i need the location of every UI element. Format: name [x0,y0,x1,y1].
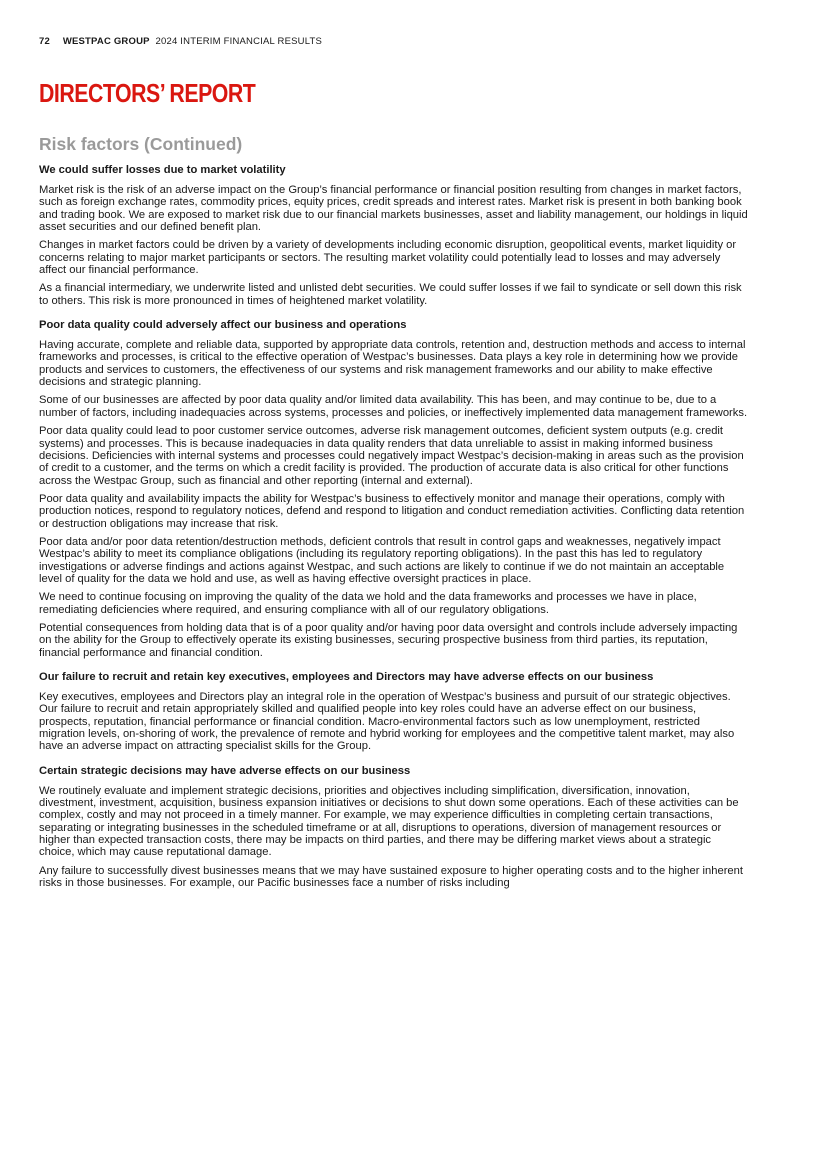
sub-heading: We could suffer losses due to market volatility [39,164,286,176]
sub-heading: Poor data quality could adversely affect our business and operations [39,319,407,332]
risk-section-data-quality [39,319,749,659]
page-number: 72 [39,36,50,47]
paragraph: Poor data quality and availability impacts the ability for Westpac’s business to effectively monitor and manage their operations, comply with production notices, respond to regulatory notices, defend and respond to litigation and conduct remediation activities. Conflicting data retention or destruction obligations may increase that risk. [39,492,745,530]
paragraph: Key executives, employees and Directors play an integral role in the operation of Westpac’s business and pursuit of our strategic objectives. Our failure to recruit and retain appropriately skilled and qualified people into key roles could have an adverse effect on our business, prospects, reputation, financial performance or financial condition. Macro-environmental factors such as low unemployment, restricted migration levels, on-shoring of work, the prevalence of remote and hybrid working for employees and the competitive talent market, may also have an adverse impact on attracting specialist skills for the Group. [39,691,735,753]
body-content [39,134,749,901]
paragraph: Potential consequences from holding data that is of a poor quality and/or having poor data oversight and controls include adversely impacting on the ability for the Group to effectively operate its existing businesses, securing prospective business from third parties, its reputation, financial performance and financial condition. [39,621,738,659]
paragraph: We need to continue focusing on improving the quality of the data we hold and the data frameworks and processes we have in place, remediating deficiencies where required, and ensuring compliance with all of our regulatory obligations. [39,591,697,616]
paragraph: Poor data and/or poor data retention/destruction methods, deficient controls that result in control gaps and weaknesses, negatively impact Westpac’s ability to meet its compliance obligations (including its regulatory reporting obligations). In the past this has led to regulatory investigations or adverse findings and actions against Westpac, and such actions are likely to continue if we do not maintain an acceptable level of quality for the data we hold and use, as well as having effective oversight practices in place. [39,535,725,585]
risk-section-strategic-decisions [39,765,749,890]
risk-section-key-people [39,671,749,753]
paragraph: Changes in market factors could be driven by a variety of developments including economic disruption, geopolitical events, market liquidity or concerns relating to major market participants or sectors. The resulting market volatility could potentially lead to losses and may adversely affect our financial performance. [39,239,737,277]
paragraph: Having accurate, complete and reliable data, supported by appropriate data controls, retention and, destruction methods and access to internal frameworks and processes, is critical to the effective operation of Westpac’s businesses. Data plays a key role in determining how we provide products and services to customers, the effectiveness of our systems and risk management frameworks and our ability to make effective decisions and strategic planning. [39,339,746,389]
paragraph: We routinely evaluate and implement strategic decisions, priorities and objectives including simplification, diversification, innovation, divestment, investment, acquisition, business expansion initiatives or decisions to shut down some operations. Each of these activities can be complex, costly and may not proceed in a timely manner. For example, we may experience difficulties in completing certain transactions, separating or integrating businesses in the scheduled timeframe or at all, disruptions to operations, diversion of management resources or higher than expected transaction costs, there may be impacts on third parties, and there may be differing market views about a strategic choice, which may cause reputational damage. [39,784,739,859]
sub-heading: Our failure to recruit and retain key executives, employees and Directors may have adverse effects on our business [39,671,654,683]
section-title: Risk factors (Continued) [39,134,243,154]
sub-heading: Certain strategic decisions may have adverse effects on our business [39,764,411,777]
paragraph: As a financial intermediary, we underwrite listed and unlisted debt securities. We could suffer losses if we fail to syndicate or sell down this risk to others. This risk is more pronounced in times of heightened market volatility. [39,282,742,307]
running-header [39,36,322,47]
paragraph: Some of our businesses are affected by poor data quality and/or limited data availability. This has been, and may continue to be, due to a number of factors, including inadequacies across systems, processes and policies, or ineffectively implemented data management frameworks. [39,394,748,419]
brand-name: WESTPAC GROUP [62,36,150,47]
risk-section-market-volatility [39,164,749,307]
paragraph: Market risk is the risk of an adverse impact on the Group’s financial performance or financial position resulting from changes in market factors, such as foreign exchange rates, commodity prices, equity prices, credit spreads and interest rates. Market risk is present in both banking book and trading book. We are exposed to market risk due to our financial markets businesses, asset and liability management, our holdings in liquid asset securities and our defined benefit plan. [39,184,748,234]
report-name: 2024 INTERIM FINANCIAL RESULTS [155,36,323,47]
report-title: DIRECTORS’ REPORT [39,78,256,108]
paragraph: Poor data quality could lead to poor customer service outcomes, adverse risk management outcomes, deficient system outputs (e.g. credit systems) and processes. This is because inadequacies in data quality renders that data unreliable to assist in making informed business decisions. Deficiencies with internal systems and processes could negatively impact Westpac’s decision-making in areas such as the provision of credit to a customer, and the terms on which a credit facility is provided. The production of accurate data is also critical for other functions across the Westpac Group, such as financial and other reporting (internal and external). [39,425,744,487]
paragraph: Any failure to successfully divest businesses means that we may have sustained exposure to higher operating costs and to the higher inherent risks in those businesses. For example, our Pacific businesses face a number of risks including [39,864,743,890]
